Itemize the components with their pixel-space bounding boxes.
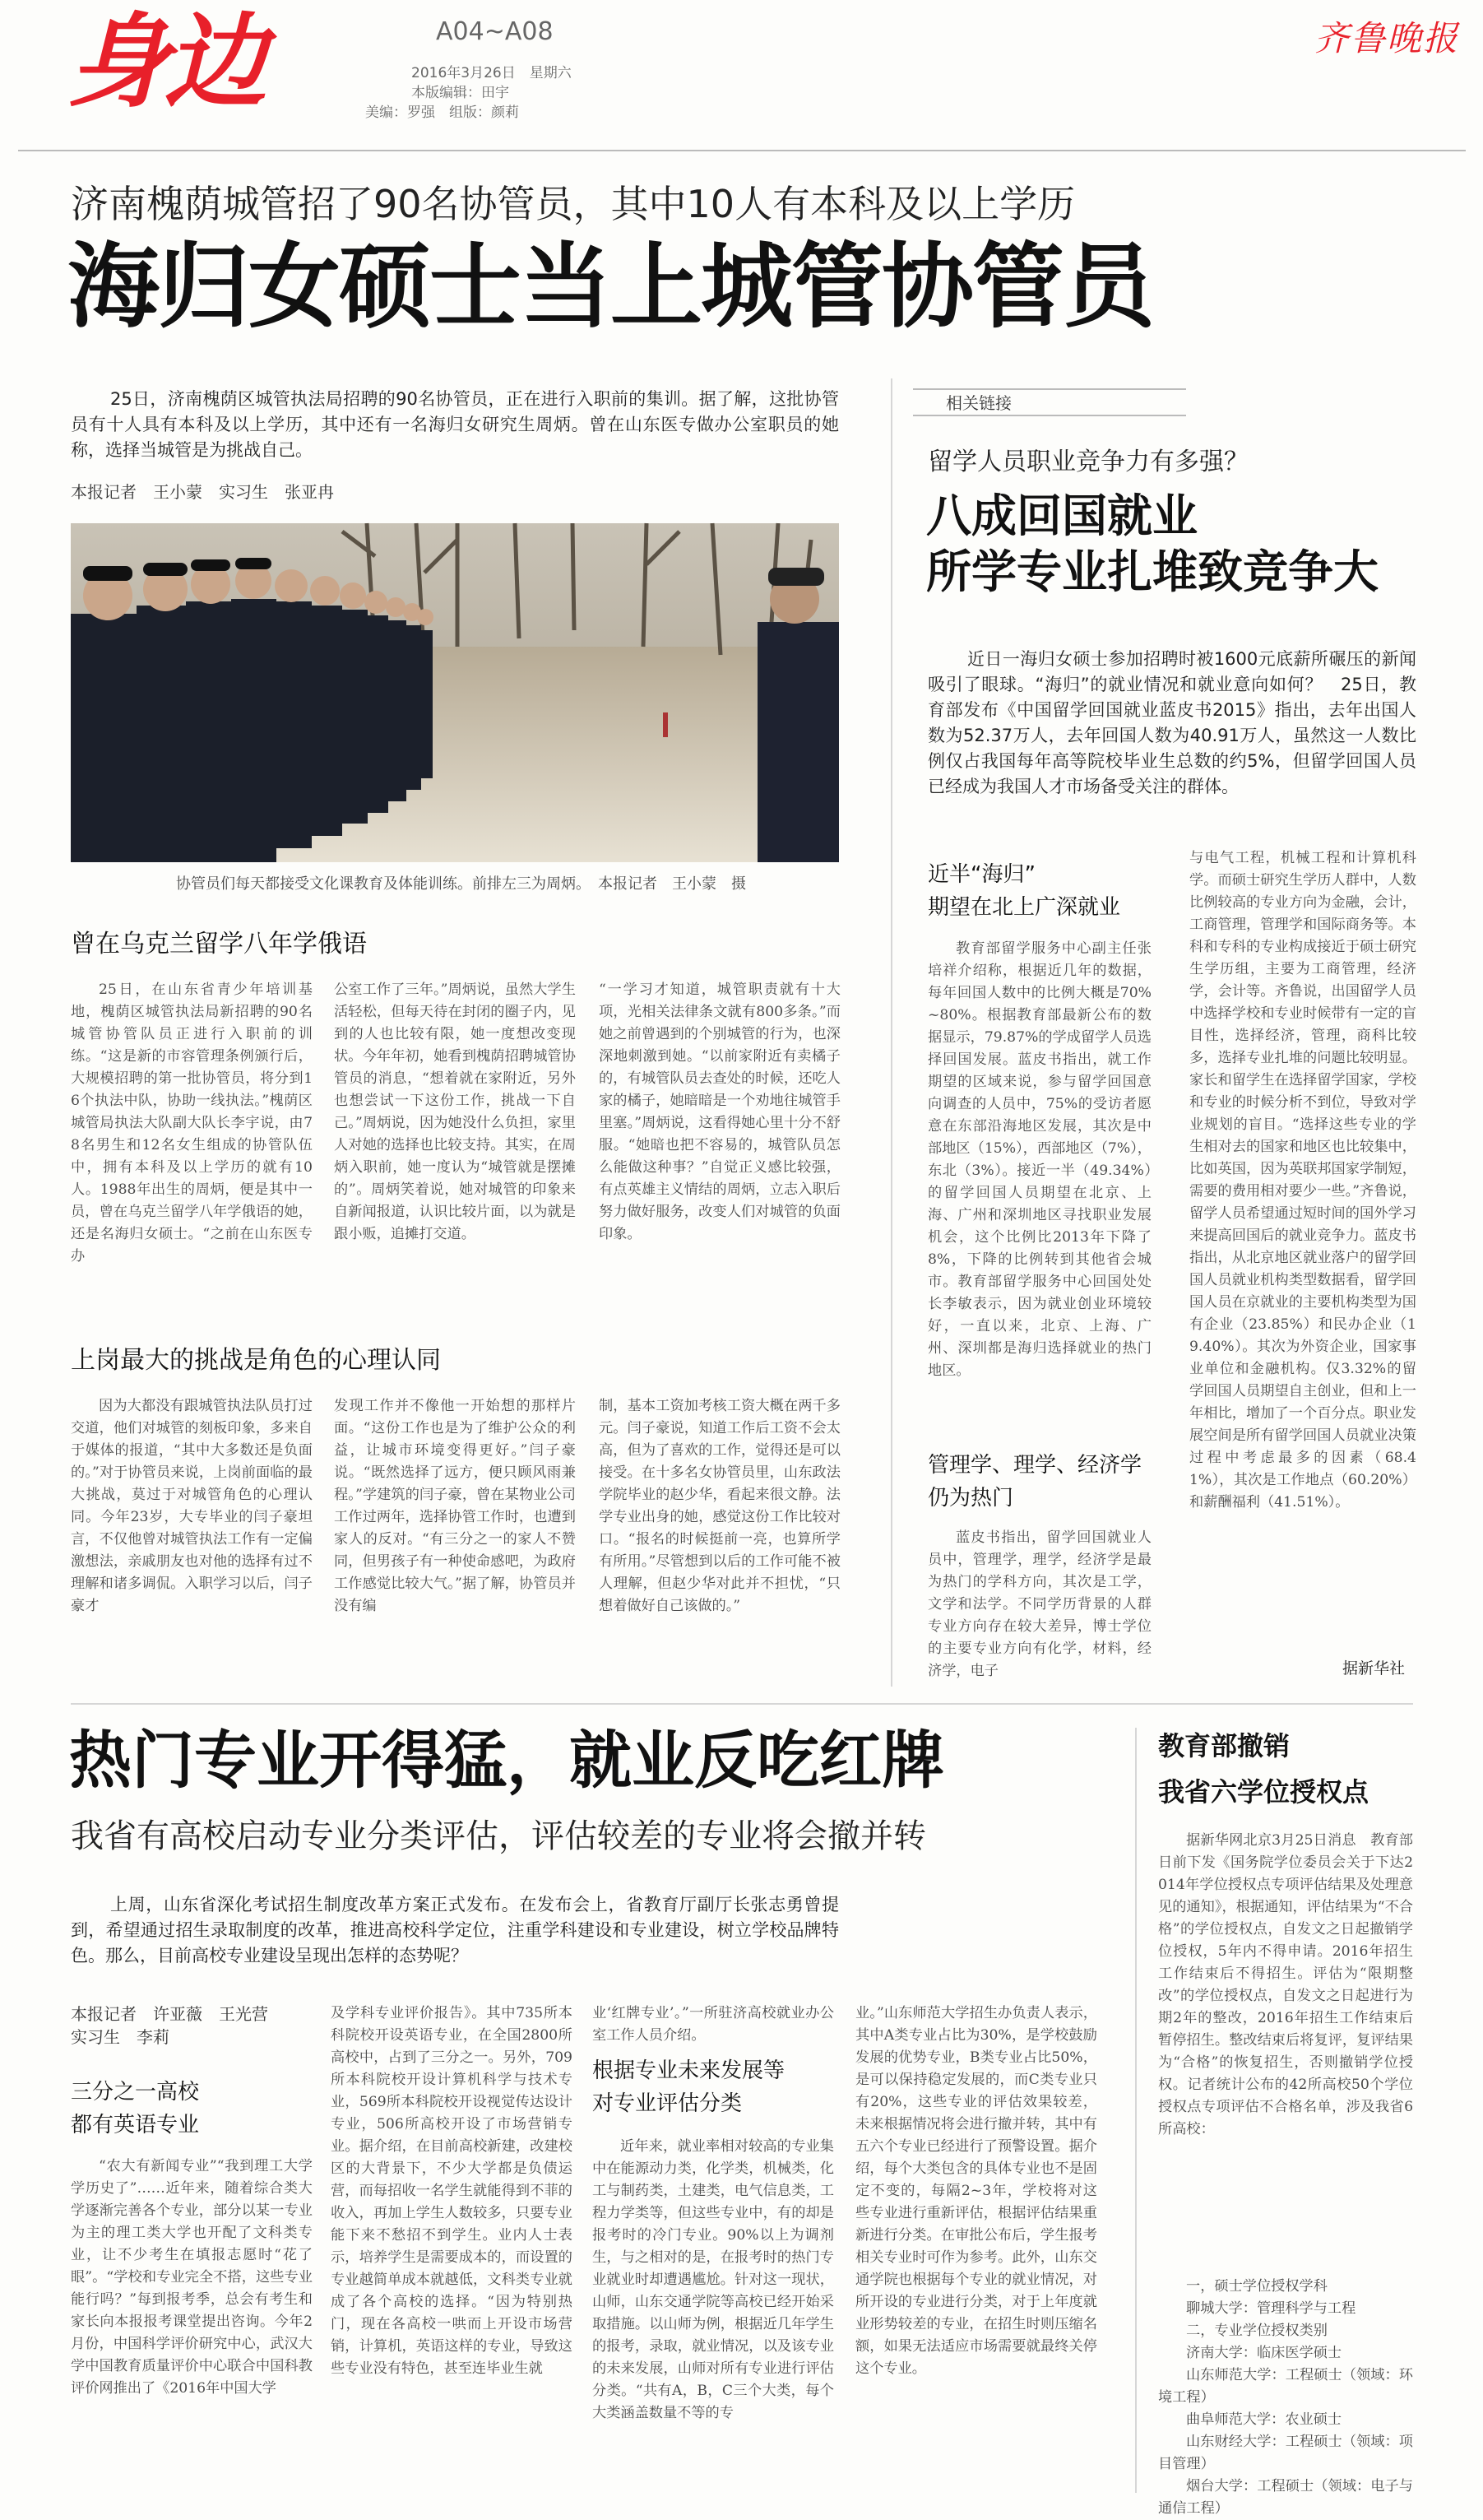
second-sub2-line2: 对专业评估分类 bbox=[592, 2091, 743, 2116]
section2-col1: 因为大都没有跟城管执法队员打过交道，他们对城管的刻板印象，多来自于媒体的报道，“其中大多数还是负面的。”对于协管员来说，上岗前面临的最大挑战，莫过于对城管角色的心理认同。今年23岁，大专毕业的闫子豪坦言，不仅他曾对城管执法工作有一定偏激想法，亲戚朋友也对他的选择有过不理解和诸多调侃。入职学习以后，闫子豪才 bbox=[71, 1398, 313, 1614]
second-col4: 业。”山东师范大学招生办负责人表示，其中A类专业占比为30%，是学校鼓励发展的优势专业，B类专业占比50%，是可以保持稳定发展的，而C类专业只有20%，这些专业的评估效果较差，未来根据情况将会进行撤并转，其中有五六个专业已经进行了预警设置。据介绍，每个大类包含的具体专业也不是固定不变的，每隔2~3年，学校将对这些专业进行重新评估，根据评估结果重新进行分类。在审批公布后，学生报考相关专业时可作为参考。此外，山东交通学院也根据每个专业的就业情况，对所开设的专业进行分类，对于上年度就业形势较差的专业，在招生时则压缩名额，如果无法适应市场需要就最终关停这个专业。 bbox=[855, 2005, 1097, 2377]
sidebar-kicker: 留学人员职业竞争力有多强？ bbox=[928, 448, 1249, 476]
sidebar-sub2-line1: 管理学、理学、经济学 bbox=[928, 1453, 1142, 1478]
paper-logo: 齐鲁晚报 bbox=[1314, 18, 1460, 58]
masthead bbox=[0, 0, 1483, 152]
column-divider bbox=[891, 378, 892, 1687]
page-range: A04~A08 bbox=[436, 17, 554, 46]
brief-divider bbox=[1135, 1728, 1137, 2493]
brief-title-1: 教育部撤销 bbox=[1158, 1730, 1291, 1761]
brief-list bbox=[1158, 2276, 1413, 2517]
main-headline: 海归女硕士当上城管协管员 bbox=[67, 234, 1153, 341]
page-editor: 本版编辑：田宇 bbox=[411, 85, 509, 101]
page-design: 美编：罗强 组版：颜莉 bbox=[365, 104, 519, 121]
second-col1: “农大有新闻专业”“我到理工大学学历史了”……近年来，随着综合类大学逐渐完善各个专业，部分以某一专业为主的理工类大学也开配了文科类专业，让不少考生在填报志愿时“花了眼”。“学校和专业完全不搭，这些专业能行吗？”每到报考季，总会有考生和家长向本报报考课堂提出咨询。今年2月份，中国科学评价研究中心，武汉大学中国教育质量评价中心联合中国科教评价网推出了《2016年中国大学 bbox=[71, 2158, 313, 2397]
brief-item: 二，专业学位授权类别 bbox=[1186, 2323, 1328, 2339]
brief-title-2: 我省六学位授权点 bbox=[1158, 1776, 1369, 1808]
main-lead: 25日，济南槐荫区城管执法局招聘的90名协管员，正在进行入职前的集训。据了解，这批协管员有十人具有本科及以上学历，其中还有一名海归女研究生周炳。曾在山东医专做办公室职员的她称，选择当城管是为挑战自己。 bbox=[71, 389, 839, 460]
sidebar-headline-1: 八成回国就业 bbox=[926, 490, 1198, 542]
brief-body: 据新华网北京3月25日消息 教育部日前下发《国务院学位委员会关于下达2014年学位授权点专项评估结果及处理意见的通知》，根据通知，评估结果为“不合格”的学位授权点，自发文之日起撤销学位授权，5年内不得申请。2016年招生工作结束后不得招生。评估为“限期整改”的学位授权点，自发文之日起进行为期2年的整改，2016年招生工作结束后暂停招生。整改结束后将复评，复评结果为“合格”的恢复招生，否则撤销学位授权。记者统计公布的42所高校50个学位授权点专项评估不合格名单，涉及我省6所高校： bbox=[1158, 1832, 1413, 2137]
section1-col2: 公室工作了三年。”周炳说，虽然大学生活轻松，但每天待在封闭的圈子内，见到的人也比较有限，她一度想改变现状。今年年初，她看到槐荫招聘城管协管员的消息，“想着就在家附近，另外也想尝试一下这份工作，挑战一下自己。”周炳说，因为她没什么负担，家里人对她的选择也比较支持。其实，在周炳入职前，她一度认为“城管就是摆摊的”。周炳笑着说，她对城管的印象来自新闻报道，认识比较片面，以为就是跟小贩，追摊打交道。 bbox=[334, 982, 576, 1242]
related-tag: 相关链接 bbox=[946, 393, 1012, 413]
second-col3b: 近年来，就业率相对较高的专业集中在能源动力类，化学类，机械类，化工与制药类，土建类，电气信息类，工程力学类等，但这些专业中，有的却是报考时的冷门专业。90%以上为调剂生，与之相对的是，在报考时的热门专业就业时却遭遇尴尬。针对这一现状，山师，山东交通学院等高校已经开始采取措施。以山师为例，根据近几年学生的报考，录取，就业情况，以及该专业的未来发展，山师对所有专业进行评估分类。“共有A，B，C三个大类，每个大类涵盖数量不等的专 bbox=[592, 2138, 834, 2421]
brief-item: 聊城大学：管理科学与工程 bbox=[1186, 2300, 1356, 2317]
sidebar-source: 据新华社 bbox=[1342, 1659, 1406, 1678]
training-photo-illustration bbox=[71, 523, 839, 862]
section2-col3: 制，基本工资加考核工资大概在两千多元。闫子豪说，知道工作后工资不会太高，但为了喜欢的工作，觉得还是可以接受。在十多名女协管员里，山东政法学院毕业的赵少华，看起来很文静。法学专业出身的她，感觉这份工作比较对口。“报名的时候挺前一亮，也算所学有所用。”尽管想到以后的工作可能不被人理解，但赵少华对此并不担忧，“只想着做好自己该做的。” bbox=[599, 1398, 841, 1614]
second-sub1-line2: 都有英语专业 bbox=[71, 2113, 200, 2137]
section1-col1: 25日，在山东省青少年培训基地，槐荫区城管执法局新招聘的90名城管协管队员正进行入职前的训练。“这是新的市容管理条例颁行后，大规模招聘的第一批协管员，将分到16个执法中队，协助一线执法。”槐荫区城管局执法大队副大队长李宇说，由78名男生和12名女生组成的协管队伍中，拥有本科及以上学历的就有10人。1988年出生的周炳，便是其中一员，曾在乌克兰留学八年学俄语的她，还是名海归女硕士。“之前在山东医专办 bbox=[71, 982, 313, 1265]
second-subhead: 我省有高校启动专业分类评估，评估较差的专业将会撤并转 bbox=[71, 1817, 926, 1855]
second-col2: 及学科专业评价报告》。其中735所本科院校开设英语专业，在全国2800所高校中，占到了三分之一。另外，709所本科院校开设计算机科学与技术专业，569所本科院校开设视觉传达设计专业，506所高校开设了市场营销专业。据介绍，在目前高校新建，改建校区的大背景下，不少大学都是负债运营，而每招收一名学生就能得到不菲的收入，再加上学生人数较多，只要专业能下来不愁招不到学生。业内人士表示，培养学生是需要成本的，而设置的专业越简单成本就越低，文科类专业就成了各个高校的选择。“因为特别热门，现在各高校一哄而上开设市场营销，计算机，英语这样的专业，导致这些专业没有特色，甚至连毕业生就 bbox=[331, 2005, 572, 2377]
sidebar-col1: 教育部留学服务中心副主任张培祥介绍称，根据近几年的数据，每年回国人数中的比例大概是70%~80%。根据教育部最新公布的数据显示，79.87%的学成留学人员选择回国发展。蓝皮书指出，就工作期望的区域来说，参与留学回国意向调查的人员中，75%的受访者愿意在东部沿海地区发展，其次是中部地区（15%），西部地区（7%），东北（3%）。接近一半（49.34%）的留学回国人员期望在北京、上海、广州和深圳地区寻找职业发展机会，这个比例比2013年下降了8%，下降的比例转到其他省会城市。教育部留学服务中心回国处处长李敏表示，因为就业创业环境较好，一直以来，北京、上海、广州、深圳都是海归选择就业的热门地区。 bbox=[928, 940, 1152, 1379]
brief-item: 济南大学：临床医学硕士 bbox=[1186, 2345, 1342, 2361]
sidebar-col2: 与电气工程，机械工程和计算机科学。而硕士研究生学历人群中，人数比例较高的专业方向为金融，会计，工商管理，管理学和国际商务等。本科和专科的专业构成接近于硕士研究生学历组，主要为工商管理，经济学，会计等。齐鲁说，出国留学人员中选择学校和专业时候带有一定的盲目性，选择经济，管理，商科比较多，选择专业扎堆的问题比较明显。家长和留学生在选择留学国家，学校和专业的时候分析不到位，导致对学业规划的盲目。“选择这些专业的学生相对去的国家和地区也比较集中，比如英国，因为英联邦国家学制短，需要的费用相对要少一些。”齐鲁说，留学人员希望通过短时间的国外学习来提高回国后的就业竞争力。蓝皮书指出，从北京地区就业落户的留学回国人员就业机构类型数据看，留学回国人员在京就业的主要机构类型为国有企业（23.85%）和民办企业（19.40%）。其次为外资企业，国家事业单位和金融机构。仅3.32%的留学回国人员期望自主创业，但和上一年相比，增加了一个百分点。职业发展空间是所有留学回国人员就业决策过程中考虑最多的因素（68.41%），其次是工作地点（60.20%）和薪酬福利（41.51%）。 bbox=[1189, 850, 1416, 1511]
second-headline: 热门专业开得猛，就业反吃红牌 bbox=[69, 1724, 944, 1797]
section1-col3: “一学习才知道，城管职责就有十大项，光相关法律条文就有800多条。”而她之前曾遇到的个别城管的行为，也深深地刺激到她。“以前家附近有卖橘子的，有城管队员去查处的时候，还吃人家的橘子，她暗暗是一个劝地往城管手里塞。”周炳说，这看得她心里十分不舒服。“她暗也把不容易的，城管队员怎么能做这种事？”自觉正义感比较强，有点英雄主义情结的周炳，立志入职后努力做好服务，改变人们对城管的负面印象。 bbox=[599, 982, 841, 1242]
brief-item: 山东财经大学：工程硕士（领域：项目管理） bbox=[1158, 2434, 1413, 2472]
second-sub2-line1: 根据专业未来发展等 bbox=[592, 2058, 786, 2083]
photo-caption: 协管员们每天都接受文化课教育及体能训练。前排左三为周炳。 本报记者 王小蒙 摄 bbox=[176, 875, 746, 893]
sidebar-sub2-line2: 仍为热门 bbox=[928, 1486, 1014, 1511]
sidebar-headline-2: 所学专业扎堆致竞争大 bbox=[926, 545, 1379, 598]
sidebar-sub1-line1: 近半“海归” bbox=[928, 862, 1036, 887]
brief-item: 烟台大学：工程硕士（领域：电子与通信工程） bbox=[1158, 2478, 1413, 2517]
sidebar-sub1-line2: 期望在北上广深就业 bbox=[928, 895, 1121, 920]
brief-item: 一，硕士学位授权学科 bbox=[1186, 2278, 1328, 2295]
section1-title: 曾在乌克兰留学八年学俄语 bbox=[71, 930, 367, 958]
second-lead: 上周，山东省深化考试招生制度改革方案正式发布。在发布会上，省教育厅副厅长张志勇曾提到，希望通过招生录取制度的改革，推进高校科学定位，注重学科建设和专业建设，树立学校品牌特色。那么，目前高校专业建设呈现出怎样的态势呢？ bbox=[71, 1895, 839, 1965]
second-byline-1: 本报记者 许亚薇 王光营 bbox=[71, 2004, 268, 2024]
section-divider bbox=[71, 1703, 1413, 1705]
section-logo: 身边 bbox=[67, 3, 262, 122]
section2-title: 上岗最大的挑战是角色的心理认同 bbox=[71, 1346, 441, 1375]
second-sub1-line1: 三分之一高校 bbox=[71, 2080, 200, 2105]
brief-item: 曲阜师范大学：农业硕士 bbox=[1186, 2411, 1342, 2428]
main-kicker: 济南槐荫城管招了90名协管员，其中10人有本科及以上学历 bbox=[71, 182, 1076, 226]
second-col3a: 业‘红牌专业’。”一所驻济高校就业办公室工作人员介绍。 bbox=[592, 2005, 834, 2044]
main-byline: 本报记者 王小蒙 实习生 张亚冉 bbox=[71, 482, 334, 502]
sidebar-col1b: 蓝皮书指出，留学回国就业人员中，管理学，理学，经济学是最为热门的学科方向，其次是工学，文学和法学。不同学历背景的人群专业方向存在较大差异，博士学位的主要专业方向有化学，材料，经济学，电子 bbox=[928, 1529, 1152, 1679]
sidebar-lead: 近日一海归女硕士参加招聘时被1600元底薪所碾压的新闻吸引了眼球。“海归”的就业情况和就业意向如何？ 25日，教育部发布《中国留学回国就业蓝皮书2015》指出，去年出国人数为52.37万人，去年回国人数为40.91万人，虽然这一人数比例仅占我国每年高等院校毕业生总数的约5%，但留学回国人员已经成为我国人才市场备受关注的群体。 bbox=[928, 649, 1416, 796]
masthead-rule bbox=[18, 150, 1466, 151]
issue-date: 2016年3月26日 星期六 bbox=[411, 65, 572, 81]
section2-col2: 发现工作并不像他一开始想的那样片面。“这份工作也是为了维护公众的利益，让城市环境变得更好。”闫子豪说。“既然选择了远方，便只顾风雨兼程。”学建筑的闫子豪，曾在某物业公司工作过两年，选择协管工作时，也遭到家人的反对。“有三分之一的家人不赞同，但男孩子有一种使命感吧，为政府工作感觉比较大气。”据了解，协管员并没有编 bbox=[334, 1398, 576, 1614]
brief-item: 山东师范大学：工程硕士（领域：环境工程） bbox=[1158, 2367, 1413, 2406]
second-byline-2: 实习生 李莉 bbox=[71, 2027, 169, 2047]
main-photo bbox=[71, 523, 839, 862]
